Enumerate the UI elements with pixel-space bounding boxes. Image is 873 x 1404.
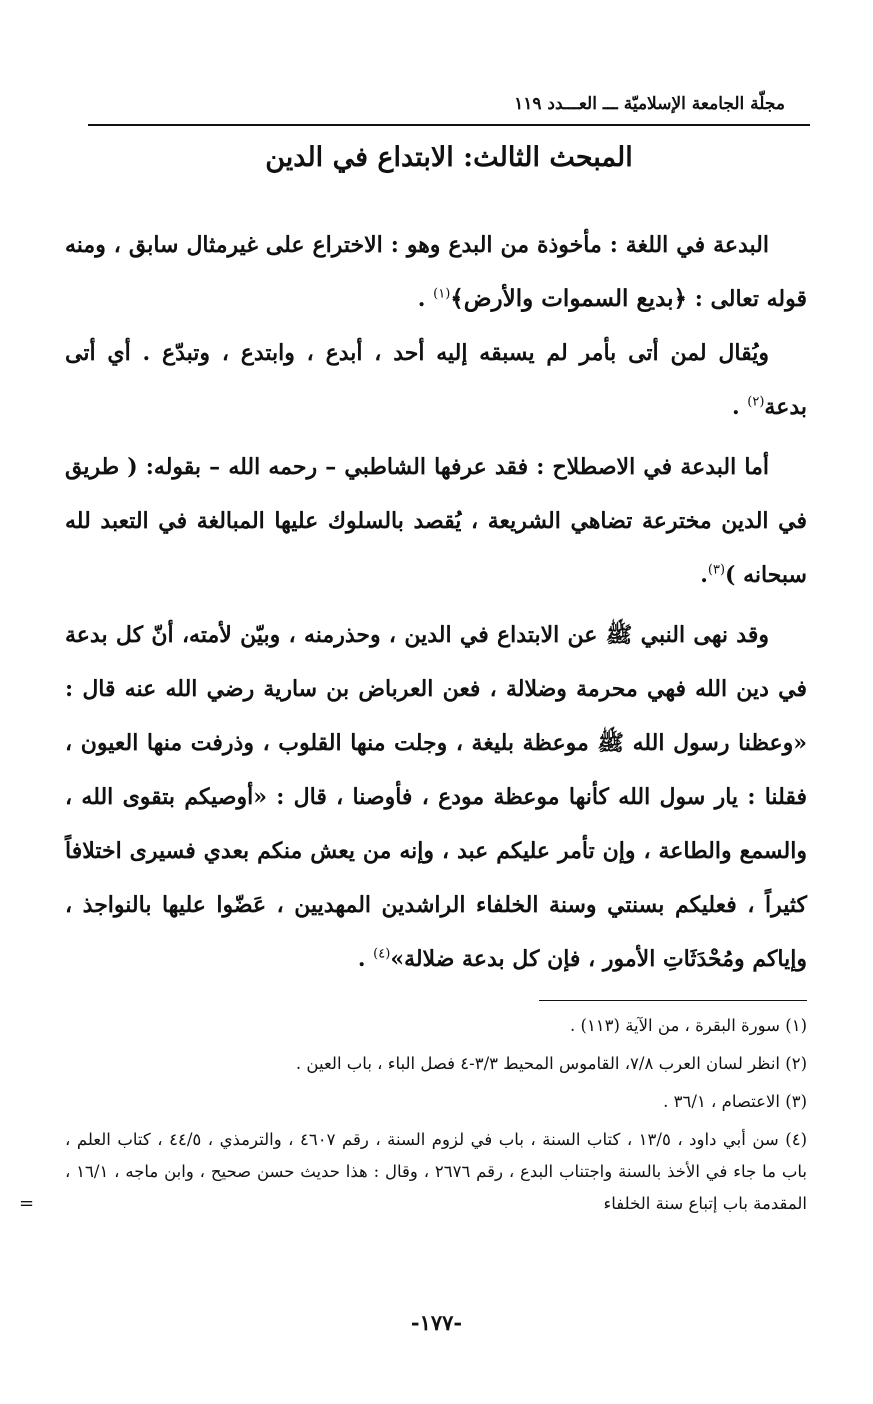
page-number: -١٧٧-: [410, 1310, 463, 1335]
footnote-3: (٣) الاعتصام ، ٣٦/١ .: [663, 1092, 807, 1111]
footnote-4: [19, 1124, 807, 1220]
footnote-ref: (١): [433, 286, 451, 302]
footnote-ref: (٢): [747, 394, 765, 410]
body-text: [65, 218, 807, 992]
header-rule: [88, 124, 810, 126]
paragraph-usage: [65, 326, 807, 434]
footnote-4-text: (٤) سن أبي داود ، ١٣/٥ ، كتاب السنة ، باب في لزوم السنة ، رقم ٤٦٠٧ ، والترمذي ، ٤٤/٥ ، كتاب العلم ، باب ما جاء في الأخذ بالسنة واجتناب البدع ، رقم ٢٦٧٦ ، وقال : هذا حديث حسن صحيح ، وابن ماجه ، ١٦/١ ، المقدمة باب إتباع سنة الخلفاء: [65, 1130, 807, 1213]
quran-verse: ﴿بديع السموات والأرض﴾: [450, 285, 688, 312]
footnote-2: (٢) انظر لسان العرب ٧/٨، القاموس المحيط ٣/٣-٤ فصل الباء ، باب العين .: [295, 1054, 807, 1073]
paragraph-definition-language: [65, 218, 807, 326]
footnote-ref: (٣): [707, 562, 726, 578]
paragraph-end: .: [357, 946, 374, 972]
footnotes: [19, 1010, 807, 1226]
running-header: مجلّة الجامعة الإسلاميّة ـــ العـــدد ١١٩: [514, 94, 785, 114]
paragraph-text: ويُقال لمن أتى بأمر لم يسبقه إليه أحد ، أبدع ، وابتدع ، وتبدّع . أي أتى بدعة: [65, 340, 807, 420]
footnote-rule: [539, 1000, 807, 1001]
paragraph-end: .: [700, 562, 708, 588]
paragraph-end: .: [731, 394, 748, 420]
paragraph-text: أما البدعة في الاصطلاح : فقد عرفها الشاطبي – رحمه الله – بقوله: ( طريق في الدين مخترعة تضاهي الشريعة ، يُقصد بالسلوك عليها المبالغة في التعبد لله سبحانه ): [65, 454, 807, 588]
paragraph-end: .: [417, 286, 434, 312]
footnote-ref: (٤): [373, 946, 391, 962]
paragraph-definition-term: [65, 440, 807, 602]
paragraph-text: البدعة في اللغة : مأخوذة من البدع وهو : الاختراع على غيرمثال سابق ، ومنه قوله تعالى :: [65, 232, 807, 312]
paragraph-prophet-warning: [65, 608, 807, 986]
section-title: المبحث الثالث: الابتداع في الدين: [265, 142, 633, 173]
footnote-1: (١) سورة البقرة ، من الآية (١١٣) .: [570, 1016, 807, 1035]
paragraph-text: وقد نهى النبي ﷺ عن الابتداع في الدين ، وحذرمنه ، وبيّن لأمته، أنّ كل بدعة في دين الله فهي محرمة وضلالة ، فعن العرباض بن سارية رضي الله عنه قال : «وعظنا رسول الله ﷺ موعظة بليغة ، وجلت منها القلوب ، وذرفت منها العيون ، فقلنا : يار سول الله كأنها موعظة مودع ، فأوصنا ، قال : «أوصيكم بتقوى الله ، والسمع والطاعة ، وإن تأمر عليكم عبد ، وإنه من يعش منكم بعدي فسيرى اختلافاً كثيراً ، فعليكم بسنتي وسنة الخلفاء الراشدين المهديين ، عَضّوا عليها بالنواجذ ، وإياكم ومُحْدَثَاتِ الأمور ، فإن كل بدعة ضلالة»: [65, 622, 807, 972]
continuation-mark: =: [19, 1193, 35, 1214]
